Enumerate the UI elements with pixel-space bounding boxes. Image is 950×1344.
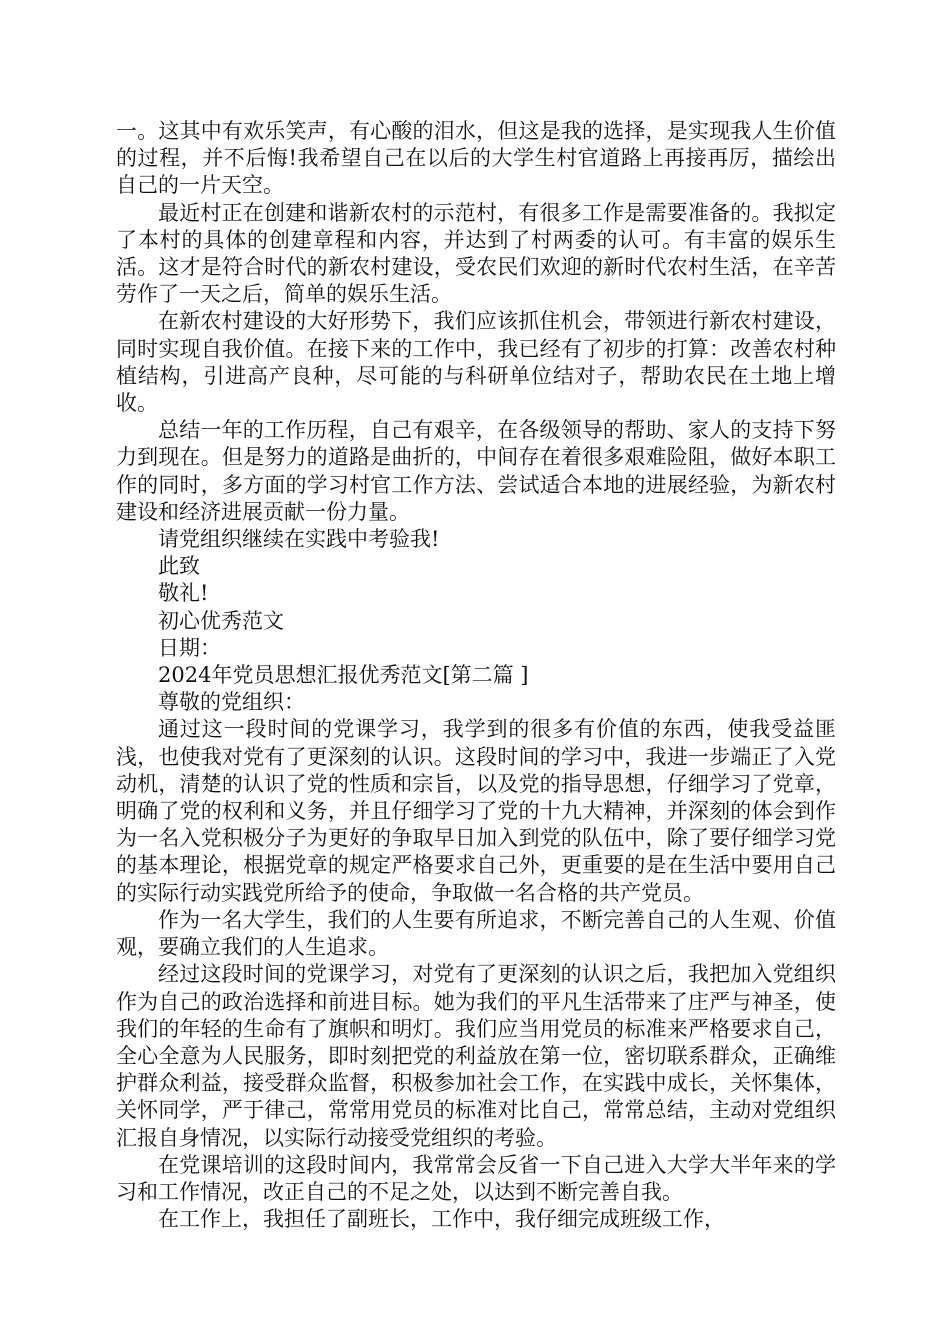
closing-request: 请党组织继续在实践中考验我! [158,527,440,552]
date-label: 日期： [158,635,221,660]
paragraph-new-countryside: 在新农村建设的大好形势下，我们应该抓住机会，带领进行新农村建设，同时实现自我价值。在接下来的工作中，我已经有了初步的打算：改善农村种植结构，引进高产良种，尽可能的与科研单位结对子，帮助农民在土地上增收。 [116,309,836,416]
salutation-cizhi: 此致 [158,554,200,579]
paragraph-student-pursuit: 作为一名大学生，我们的人生要有所追求，不断完善自己的人生观、价值观，要确立我们的人生追求。 [116,907,836,960]
paragraph-continuation: 一。这其中有欢乐笑声，有心酸的泪水，但这是我的选择，是实现我人生价值的过程，并不后悔!我希望自己在以后的大学生村官道路上再接再厉，描绘出自己的一片天空。 [116,119,836,198]
paragraph-political-choice: 经过这段时间的党课学习，对党有了更深刻的认识之后，我把加入党组织作为自己的政治选择和前进目标。她为我们的平凡生活带来了庄严与神圣，使我们的年轻的生命有了旗帜和明灯。我们应当用党员的标准来严格要求自己，全心全意为人民服务，即时刻把党的利益放在第一位，密切联系群众，正确维护群众利益，接受群众监督，积极参加社会工作，在实践中成长，关怀集体，关怀同学，严于律己，常常用党员的标准对比自己，常常总结，主动对党组织汇报自身情况，以实际行动接受党组织的考验。 [116,962,836,1150]
second-article-title: 2024年党员思想汇报优秀范文[第二篇 ] [158,663,529,688]
greeting: 尊敬的党组织： [158,690,305,715]
paragraph-year-summary: 总结一年的工作历程，自己有艰辛，在各级领导的帮助、家人的支持下努力到现在。但是努力的道路是曲折的，中间存在着很多艰难险阻，做好本职工作的同时，多方面的学习村官工作方法、尝试适合本地的进展经验，为新农村建设和经济进展贡献一份力量。 [116,418,836,524]
salutation-jingli: 敬礼! [158,581,209,606]
signature: 初心优秀范文 [158,608,284,633]
document-page [116,118,836,1233]
paragraph-party-course: 通过这一段时间的党课学习，我学到的很多有价值的东西，使我受益匪浅，也使我对党有了更深刻的认识。这段时间的学习中，我进一步端正了入党动机，清楚的认识了党的性质和宗旨，以及党的指导思想，仔细学习了党章，明确了党的权利和义务，并且仔细学习了党的十九大精神，并深刻的体会到作为一名入党积极分子为更好的争取早日加入到党的队伍中，除了要仔细学习党的基本理论，根据党章的规定严格要求自己外，更重要的是在生活中要用自己的实际行动实践党所给予的使命，争取做一名合格的共产党员。 [116,717,836,905]
paragraph-demo-village: 最近村正在创建和谐新农村的示范村，有很多工作是需要准备的。我拟定了本村的具体的创建章程和内容，并达到了村两委的认可。有丰富的娱乐生活。这才是符合时代的新农村建设，受农民们欢迎的新时代农村生活，在辛苦劳作了一天之后，简单的娱乐生活。 [116,200,836,307]
paragraph-self-reflection: 在党课培训的这段时间内，我常常会反省一下自己进入大学大半年来的学习和工作情况，改正自己的不足之处，以达到不断完善自我。 [116,1152,836,1204]
paragraph-work: 在工作上，我担任了副班长，工作中，我仔细完成班级工作， [158,1207,725,1232]
